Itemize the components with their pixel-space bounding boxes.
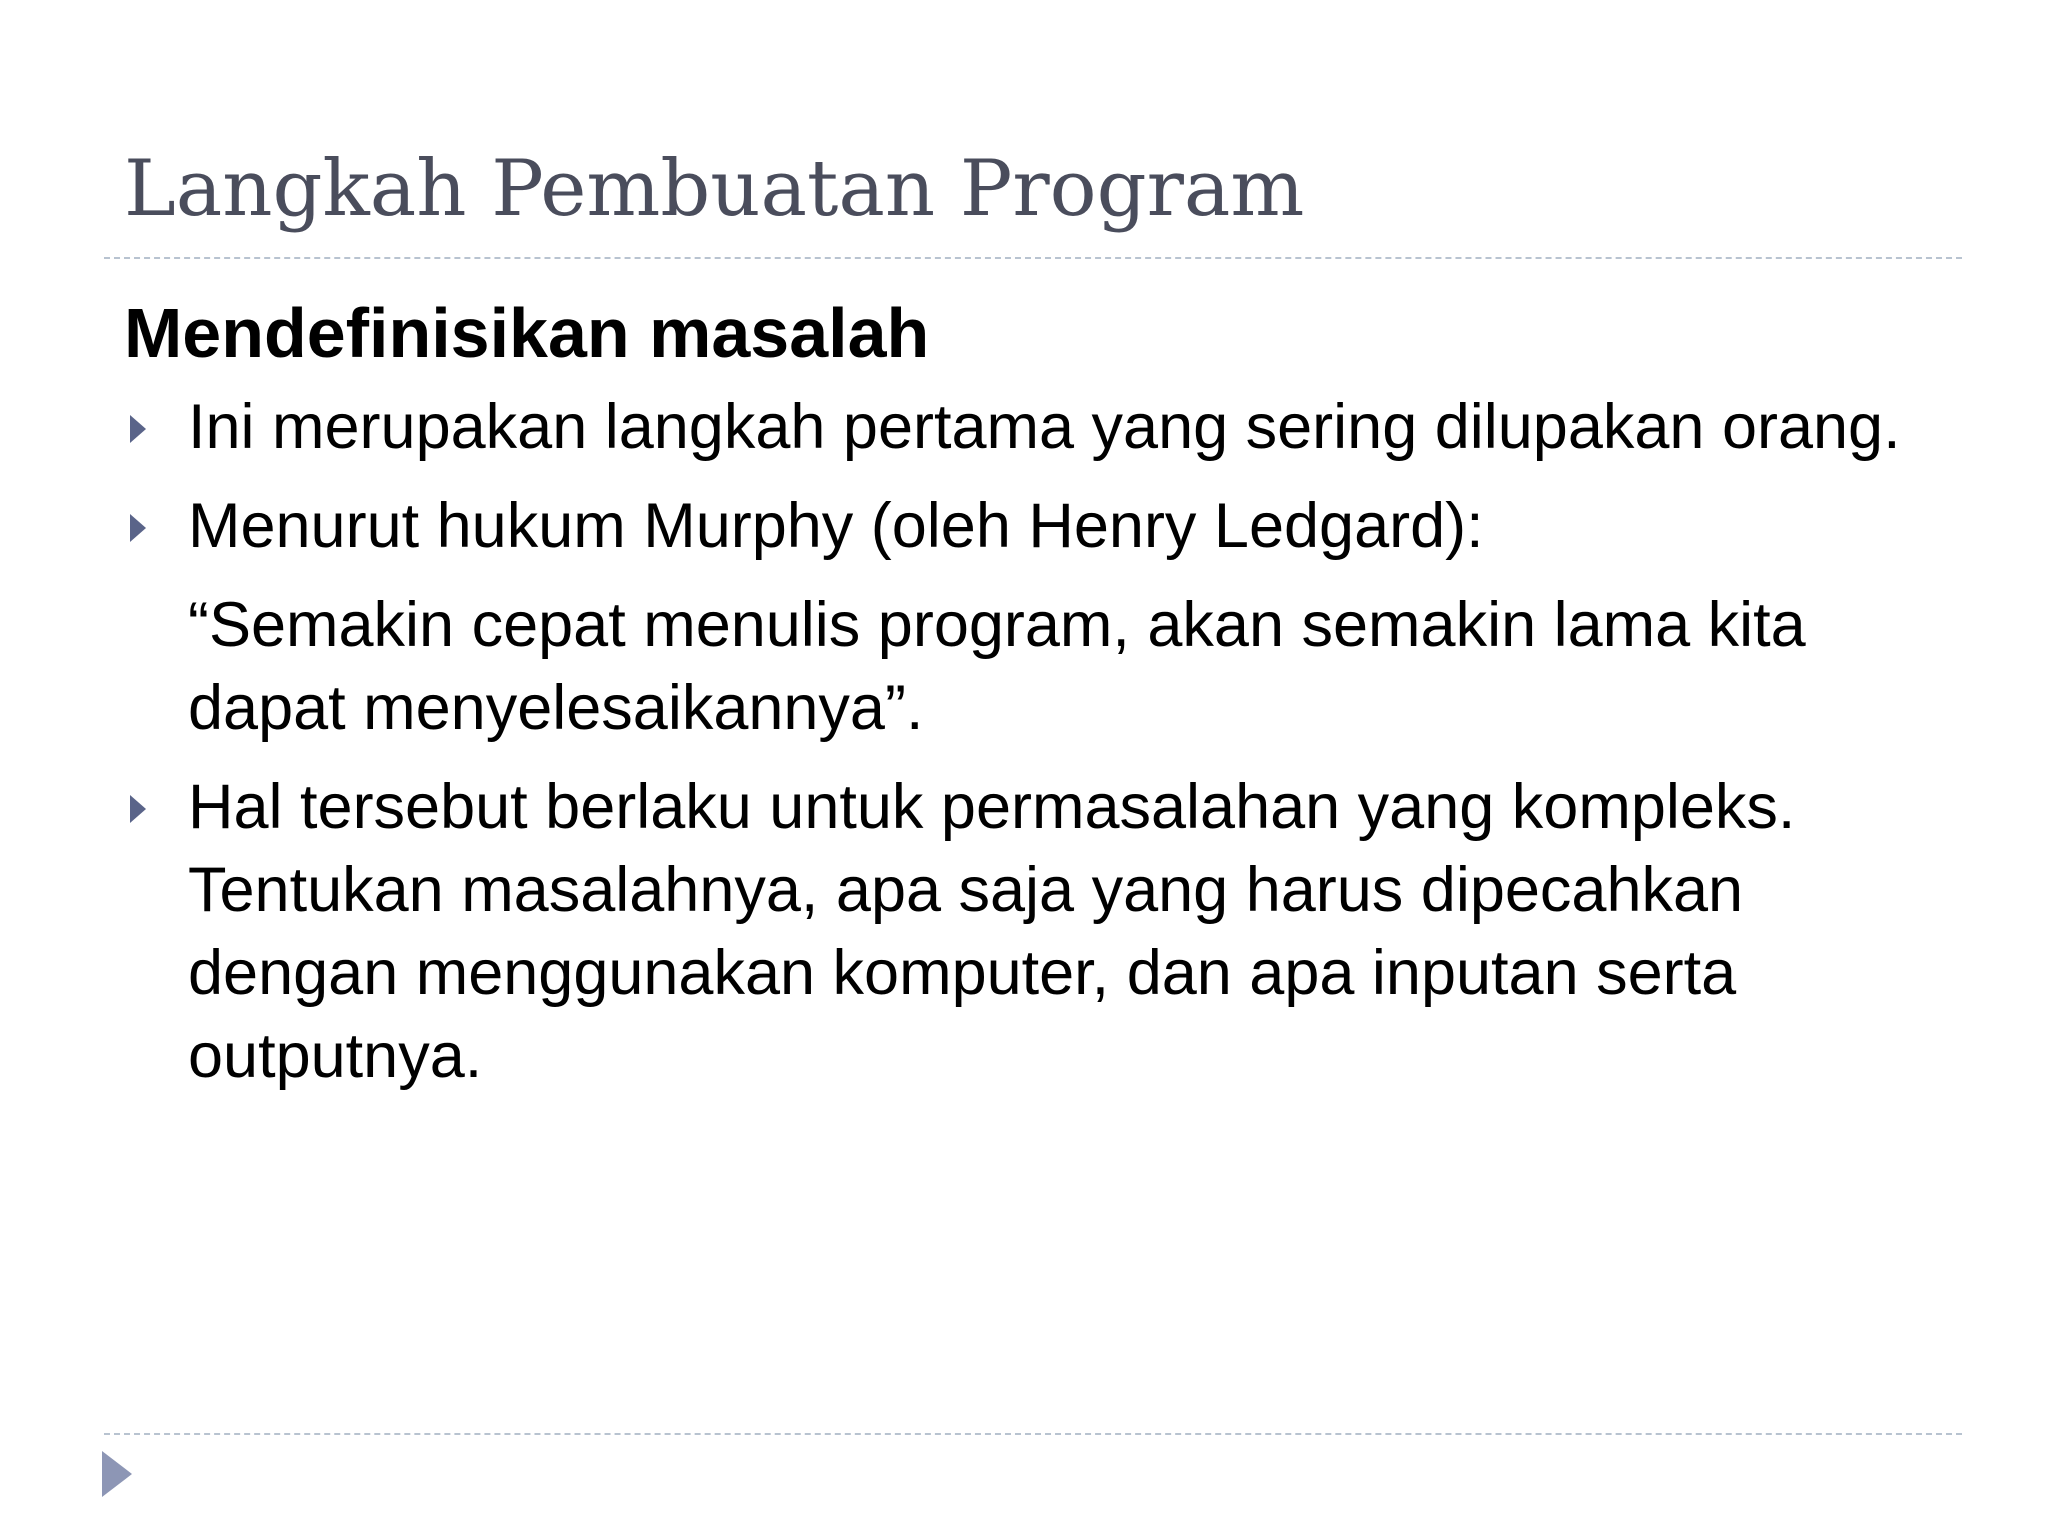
triangle-bullet-icon: [130, 795, 146, 823]
bullet-item: [124, 386, 1928, 469]
section-heading: Mendefinisikan masalah: [124, 294, 930, 372]
triangle-bullet-icon: [130, 415, 146, 443]
quote-text: “Semakin cepat menulis program, akan semakin lama kita dapat menyelesaikannya”.: [188, 590, 1806, 743]
footer-divider: [104, 1433, 1962, 1435]
bullet-item: [124, 766, 1928, 1098]
title-divider: [104, 257, 1962, 259]
triangle-bullet-icon: [130, 514, 146, 542]
bullet-text: Hal tersebut berlaku untuk permasalahan yang kompleks. Tentukan masalahnya, apa saja yang harus dipecahkan dengan menggunakan komputer, dan apa inputan serta outputnya.: [188, 772, 1796, 1091]
corner-arrow-icon: [102, 1451, 132, 1497]
bullet-text: Ini merupakan langkah pertama yang sering dilupakan orang.: [188, 392, 1901, 462]
bullet-item: [124, 485, 1928, 568]
slide-content: [124, 290, 1901, 1114]
slide-title: Langkah Pembuatan Program: [124, 144, 1305, 234]
bullet-text: Menurut hukum Murphy (oleh Henry Ledgard):: [188, 491, 1484, 561]
